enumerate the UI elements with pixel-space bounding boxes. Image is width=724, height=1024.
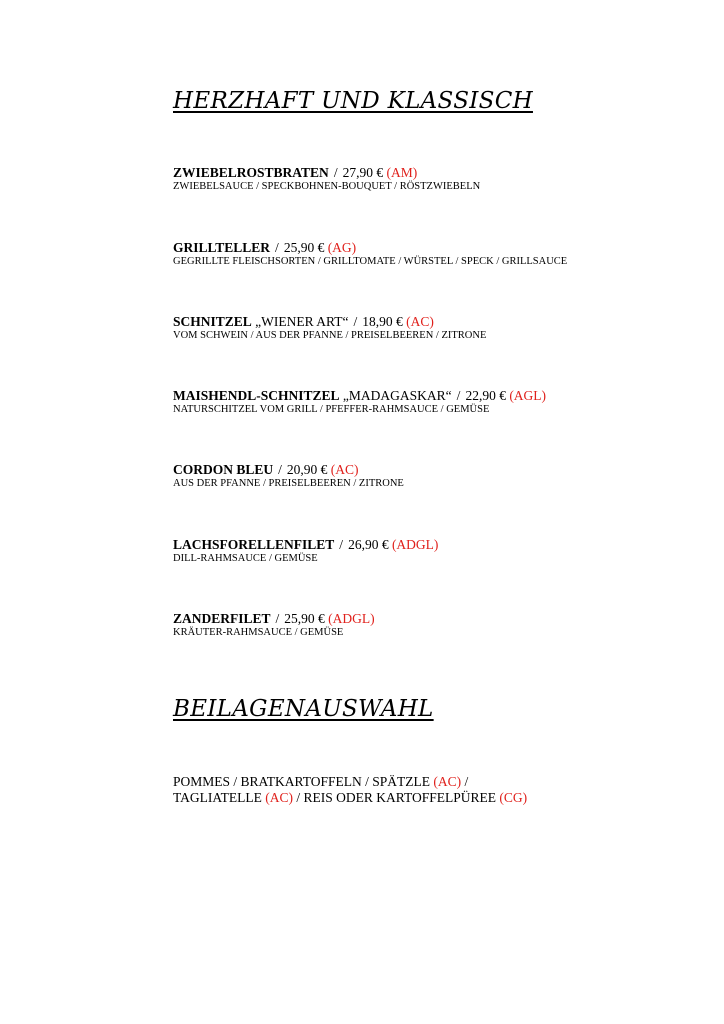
sides-text: TAGLIATELLE (173, 790, 262, 805)
dish-name: LACHSFORELLENFILET (173, 537, 335, 552)
dish-title: MAISHENDL-SCHNITZEL „MADAGASKAR“ / 22,90 € (AGL) (173, 388, 547, 403)
dish-price: 18,90 € (362, 314, 403, 329)
menu-item-cordon-bleu (173, 462, 673, 490)
dish-name: ZWIEBELROSTBRATEN (173, 165, 329, 180)
sides-allergens: (AC) (433, 774, 462, 789)
dish-title: SCHNITZEL „WIENER ART“ / 18,90 € (AC) (173, 314, 434, 329)
dish-title: LACHSFORELLENFILET / 26,90 € (ADGL) (173, 537, 439, 552)
dish-allergens: (AC) (330, 462, 359, 477)
menu-item-zanderfilet (173, 611, 673, 639)
dish-description: KRÄUTER-RAHMSAUCE / GEMÜSE (173, 627, 344, 638)
sides-text: POMMES / BRATKARTOFFELN / SPÄTZLE (173, 774, 430, 789)
dish-allergens: (AGL) (509, 388, 547, 403)
dish-name-suffix: „MADAGASKAR“ (342, 388, 452, 403)
menu-item-maishendl-schnitzel (173, 388, 673, 416)
dish-allergens: (AG) (327, 240, 357, 255)
dish-price: 25,90 € (283, 240, 325, 255)
dish-description: NATURSCHITZEL VOM GRILL / PFEFFER-RAHMSAUCE / GEMÜSE (173, 404, 490, 415)
dish-description: ZWIEBELSAUCE / SPECKBOHNEN-BOUQUET / RÖSTZWIEBELN (173, 181, 481, 192)
dish-allergens: (ADGL) (391, 537, 439, 552)
dish-allergens: (AM) (386, 165, 418, 180)
dish-allergens: (ADGL) (328, 611, 375, 626)
menu-item-schnitzel (173, 314, 673, 342)
sides-allergens: (AC) (265, 790, 294, 805)
sides-separator: / (464, 774, 469, 789)
menu-item-lachsforellenfilet (173, 537, 673, 565)
dish-price: 26,90 € (348, 537, 389, 552)
dish-title: ZANDERFILET / 25,90 € (ADGL) (173, 611, 375, 626)
dish-name: MAISHENDL-SCHNITZEL (173, 388, 340, 403)
menu-item-zwiebelrostbraten (173, 165, 673, 193)
sides-line-2 (173, 790, 693, 806)
dish-name: GRILLTELLER (173, 240, 271, 255)
sides-allergens: (CG) (499, 790, 528, 805)
dish-name-suffix: „WIENER ART“ (255, 314, 349, 329)
dish-price: 25,90 € (284, 611, 325, 626)
dish-allergens: (AC) (406, 314, 434, 329)
section-title-herzhaft: HERZHAFT UND KLASSISCH (173, 88, 533, 114)
dish-description: GEGRILLTE FLEISCHSORTEN / GRILLTOMATE / WÜRSTEL / SPECK / GRILLSAUCE (173, 256, 568, 267)
dish-price: 27,90 € (342, 165, 384, 180)
dish-price: 20,90 € (286, 462, 328, 477)
dish-name: ZANDERFILET (173, 611, 271, 626)
menu-item-grillteller (173, 240, 673, 268)
dish-name: SCHNITZEL (173, 314, 252, 329)
dish-title: CORDON BLEU / 20,90 € (AC) (173, 462, 359, 477)
dish-title: ZWIEBELROSTBRATEN / 27,90 € (AM) (173, 165, 418, 180)
sides-text: / REIS ODER KARTOFFELPÜREE (296, 790, 496, 805)
dish-title: GRILLTELLER / 25,90 € (AG) (173, 240, 357, 255)
sides-line-1 (173, 774, 693, 790)
dish-description: DILL-RAHMSAUCE / GEMÜSE (173, 553, 318, 564)
dish-description: VOM SCHWEIN / AUS DER PFANNE / PREISELBEEREN / ZITRONE (173, 330, 487, 341)
dish-description: AUS DER PFANNE / PREISELBEEREN / ZITRONE (173, 478, 404, 489)
dish-name: CORDON BLEU (173, 462, 274, 477)
section-title-beilagenauswahl: BEILAGENAUSWAHL (173, 696, 434, 722)
dish-price: 22,90 € (465, 388, 506, 403)
sides-list (173, 774, 693, 806)
